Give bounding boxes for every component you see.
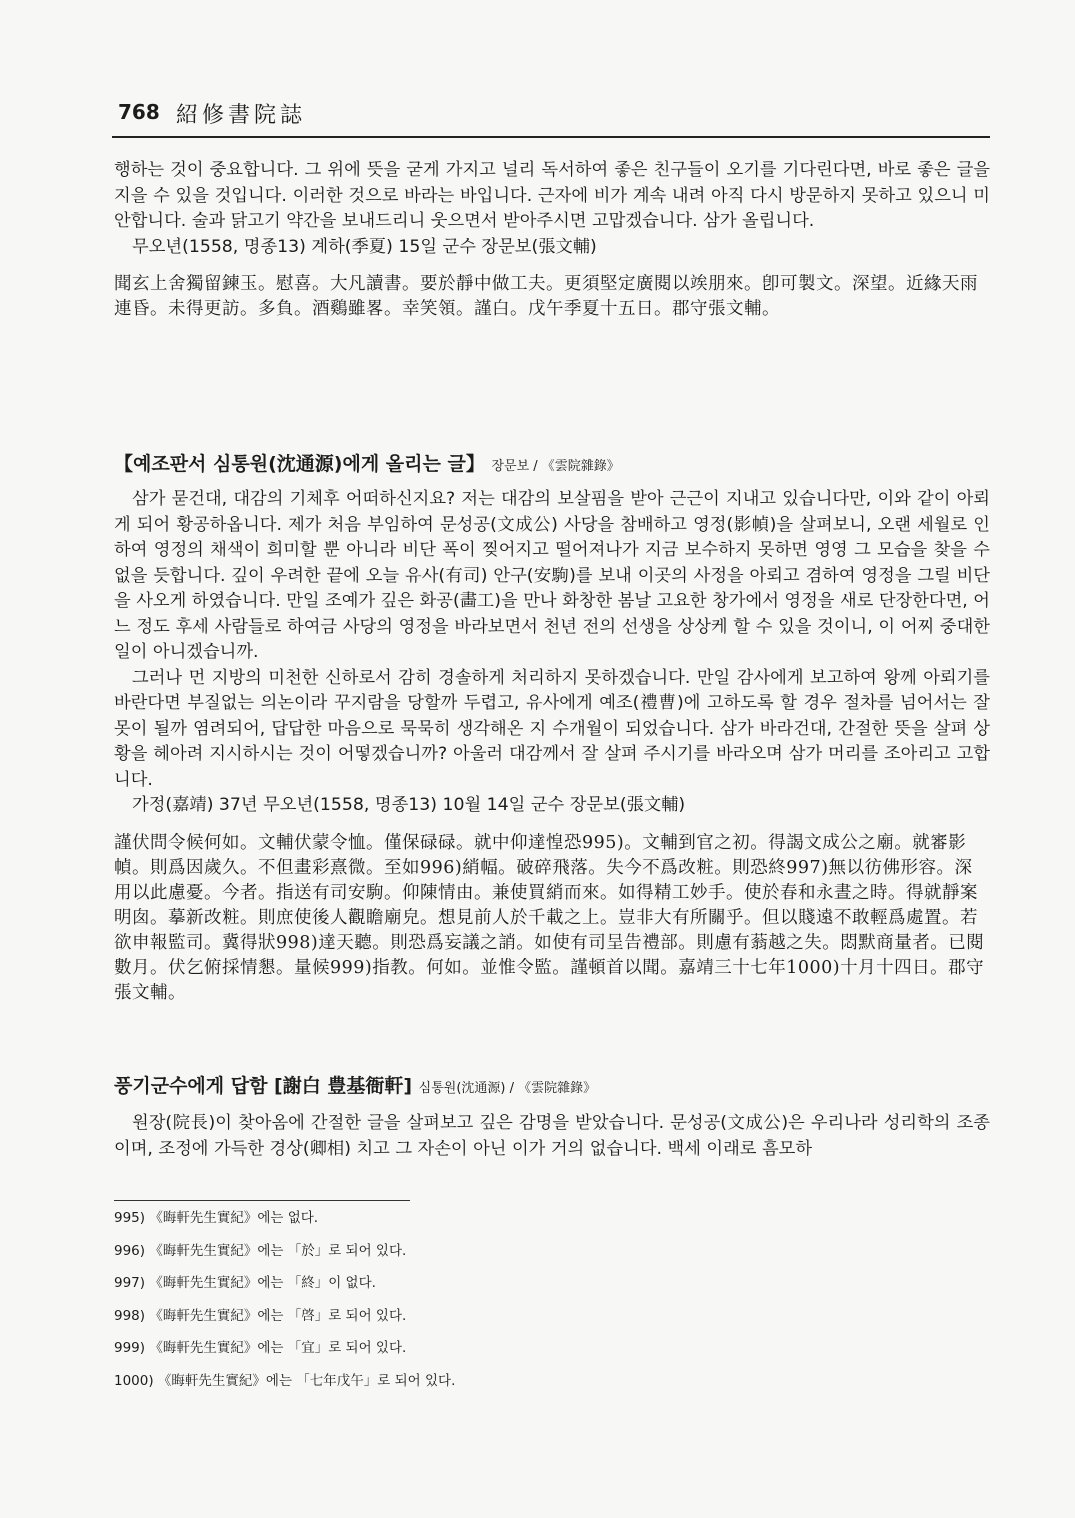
signature-line: 가정(嘉靖) 37년 무오년(1558, 명종13) 10월 14일 군수 장문보(張文輔) [132, 795, 686, 815]
book-title: 紹修書院誌 [176, 103, 307, 128]
korean-paragraph: 그러나 먼 지방의 미천한 신하로서 감히 경솔하게 처리하지 못하겠습니다. 만일 감사에게 보고하여 왕께 아뢰기를 바란다면 부질없는 의논이라 꾸지람을 당할까 두렵고, 유사에게 예조(禮曹)에 고하도록 할 경우 절차를 넘어서는 잘못이 될까 염려되어, 답답한 마음으로 묵묵히 생각해온 지 수개월이 되었습니다. 삼가 바라건대, 간절한 뜻을 살펴 상황을 헤아려 지시하시는 것이 어떻겠습니까? 아울러 대감께서 잘 살펴 주시기를 바라오며 삼가 머리를 조아리고 고합니다. [114, 667, 990, 790]
section-source: 심통원(沈通源) / 《雲院雜錄》 [418, 1081, 597, 1096]
section-source: 장문보 / 《雲院雜錄》 [491, 459, 620, 474]
footnote: 998) 《晦軒先生實紀》에는 「啓」로 되어 있다. [114, 1307, 407, 1324]
section-heading [114, 1072, 990, 1103]
footnote: 999) 《晦軒先生實紀》에는 「宜」로 되어 있다. [114, 1340, 407, 1356]
classical-chinese-text: 謹伏問令候何如。文輔伏蒙令恤。僅保碌碌。就中仰達惶恐995)。文輔到官之初。得謁文成公之廟。就審影幀。則爲因歲久。不但畫彩熹微。至如996)綃幅。破碎飛落。失今不爲改粧。則恐終997)無以彷佛形容。深用以此慮憂。今者。指送有司安駒。仰陳情由。兼使買綃而來。如得精工妙手。使於春和永晝之時。得就靜案明囱。摹新改粧。則庶使後人觀瞻廟皃。想見前人於千載之上。豈非大有所關乎。但以賤遠不敢輕爲處置。若欲申報監司。冀得狀998)達天聽。則恐爲妄議之誚。如使有司呈告禮部。則慮有蓊越之失。悶默商量者。已閱數月。伏乞俯採情懇。量候999)指教。何如。並惟令監。謹頓首以聞。嘉靖三十七年1000)十月十四日。郡守張文輔。 [114, 832, 985, 1003]
section-title: 풍기군수에게 답함 [謝白 豊基衙軒] [114, 1075, 413, 1097]
letter-section-yejo [114, 450, 990, 1006]
section-title: 【예조판서 심통원(沈通源)에게 올리는 글】 [114, 453, 485, 475]
signature-line: 무오년(1558, 명종13) 계하(季夏) 15일 군수 장문보(張文輔) [132, 236, 597, 257]
footnote: 997) 《晦軒先生實紀》에는 「終」이 없다. [114, 1275, 376, 1291]
footnotes [114, 1210, 814, 1405]
footnote-divider [114, 1200, 410, 1201]
korean-paragraph: 원장(院長)이 찾아옴에 간절한 글을 살펴보고 깊은 감명을 받았습니다. 문성공(文成公)은 우리나라 성리학의 조종이며, 조정에 가득한 경상(卿相) 치고 그 자손이 아닌 이가 거의 없습니다. 백세 이래로 흠모하 [114, 1113, 990, 1159]
footnote: 1000) 《晦軒先生實紀》에는 「七年戊午」로 되어 있다. [114, 1372, 456, 1389]
footnote: 996) 《晦軒先生實紀》에는 「於」로 되어 있다. [114, 1242, 407, 1259]
page-number: 768 [118, 100, 160, 124]
footnote: 995) 《晦軒先生實紀》에는 없다. [114, 1210, 319, 1226]
classical-chinese-text: 聞玄上舍獨留鍊玉。慰喜。大凡讀書。要於靜中做工夫。更須堅定廣閱以竢朋來。卽可製文。深望。近緣天雨連昏。未得更訪。多負。酒鷄雖畧。幸笑領。謹白。戊午季夏十五日。郡守張文輔。 [114, 274, 978, 319]
korean-paragraph: 행하는 것이 중요합니다. 그 위에 뜻을 굳게 가지고 널리 독서하여 좋은 친구들이 오기를 기다린다면, 바로 좋은 글을 지을 수 있을 것입니다. 이러한 것으로 바라는 바입니다. 근자에 비가 계속 내려 아직 다시 방문하지 못하고 있으니 미안합니다. 술과 닭고기 약간을 보내드리니 웃으면서 받아주시면 고맙겠습니다. 삼가 올립니다. [114, 160, 990, 231]
korean-paragraph: 삼가 묻건대, 대감의 기체후 어떠하신지요? 저는 대감의 보살핌을 받아 근근이 지내고 있습니다만, 이와 같이 아뢰게 되어 황공하옵니다. 제가 처음 부임하여 문성공(文成公) 사당을 참배하고 영정(影幀)을 살펴보니, 오랜 세월로 인하여 영정의 채색이 희미할 뿐 아니라 비단 폭이 찢어지고 떨어져나가 지금 보수하지 못하면 영영 그 모습을 찾을 수 없을 듯합니다. 깊이 우려한 끝에 오늘 유사(有司) 안구(安駒)를 보내 이곳의 사정을 아뢰고 겸하여 영정을 그릴 비단을 사오게 하였습니다. 만일 조예가 깊은 화공(畵工)을 만나 화창한 봄날 고요한 창가에서 영정을 새로 단장한다면, 어느 정도 후세 사람들로 하여금 사당의 영정을 바라보면서 천년 전의 선생을 상상케 할 수 있을 것이니, 이 어찌 중대한 일이 아니겠습니까. [114, 489, 990, 662]
page-header [112, 96, 990, 138]
continuation-block [114, 158, 990, 322]
section-heading [114, 450, 990, 481]
letter-section-reply [114, 1072, 990, 1162]
